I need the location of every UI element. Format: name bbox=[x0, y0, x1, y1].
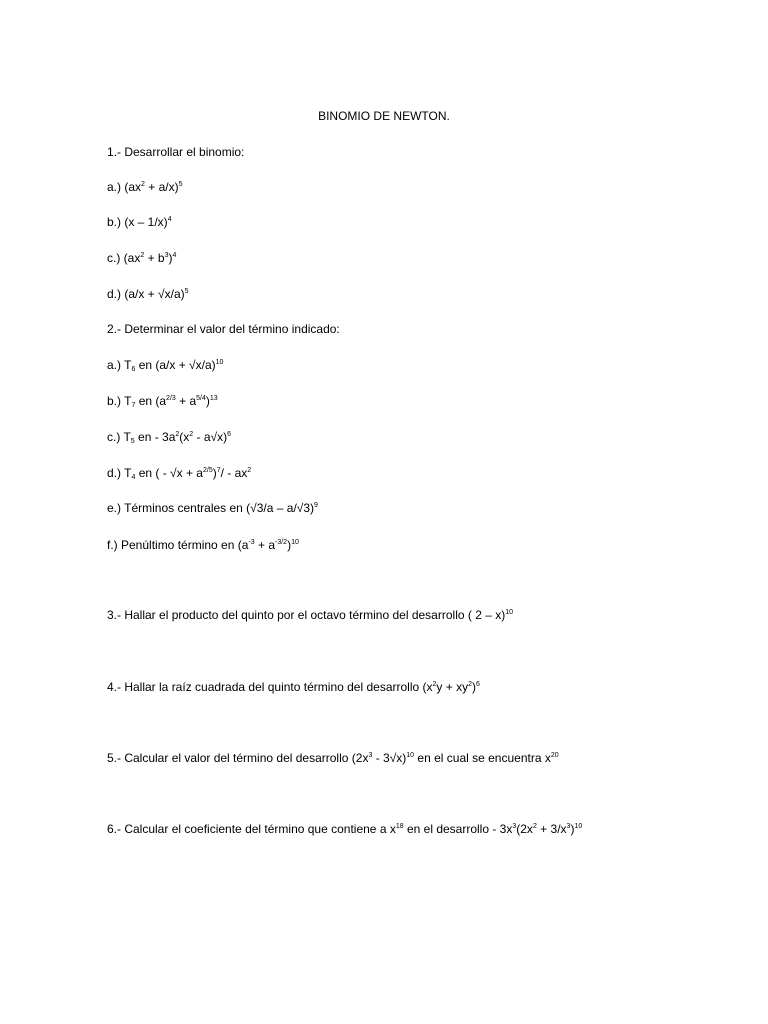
text-run: ) bbox=[205, 394, 210, 408]
text-run: b.) (x – 1/x) bbox=[107, 215, 168, 229]
superscript: 2 bbox=[468, 681, 472, 688]
text-run: en el desarrollo - 3x bbox=[403, 822, 513, 836]
superscript: 2/3 bbox=[166, 395, 176, 402]
text-run: d.) T bbox=[107, 466, 132, 480]
exercise-line-q1 bbox=[107, 144, 244, 160]
superscript: 2/5 bbox=[202, 467, 213, 474]
superscript: 6 bbox=[476, 681, 480, 688]
superscript: 3 bbox=[512, 823, 517, 830]
superscript: 18 bbox=[395, 823, 404, 830]
superscript: 13 bbox=[209, 395, 218, 402]
text-run: e.) Términos centrales en (√3/a – a/√3) bbox=[107, 501, 315, 515]
text-run: 2.- Determinar el valor del término indicado: bbox=[107, 322, 340, 336]
text-run: 5.- Calcular el valor del término del desarrollo (2x bbox=[107, 751, 369, 765]
exercise-line-q2a bbox=[107, 357, 223, 373]
text-run: + 3/x bbox=[536, 822, 567, 836]
text-run: b.) T bbox=[107, 394, 132, 408]
exercise-line-q2f bbox=[107, 537, 299, 553]
superscript: 7 bbox=[216, 467, 221, 474]
exercise-line-q1b bbox=[107, 214, 172, 230]
text-run: ) bbox=[287, 538, 292, 552]
text-run: y + xy bbox=[436, 680, 469, 694]
subscript: 7 bbox=[131, 402, 136, 409]
text-run: + a bbox=[254, 538, 275, 552]
text-run: + a/x) bbox=[144, 180, 179, 194]
exercise-line-q1d bbox=[107, 286, 189, 302]
superscript: 2 bbox=[141, 181, 145, 188]
superscript: 2 bbox=[140, 252, 145, 259]
text-run: (x bbox=[179, 430, 190, 444]
exercise-line-q1a bbox=[107, 179, 183, 195]
superscript: 2 bbox=[532, 823, 537, 830]
text-run: 4.- Hallar la raíz cuadrada del quinto término del desarrollo (x bbox=[107, 680, 433, 694]
text-run: en - 3a bbox=[134, 430, 176, 444]
superscript: 4 bbox=[172, 252, 177, 259]
exercise-line-q2 bbox=[107, 321, 340, 337]
exercise-line-q2e bbox=[107, 500, 318, 516]
text-run: en ( - √x + a bbox=[135, 466, 203, 480]
superscript: 3 bbox=[164, 252, 169, 259]
exercise-line-q6 bbox=[107, 821, 582, 837]
text-run: en (a/x + √x/a) bbox=[135, 358, 216, 372]
exercise-line-q5 bbox=[107, 750, 559, 766]
subscript: 6 bbox=[131, 366, 136, 373]
superscript: 5 bbox=[184, 288, 189, 295]
subscript: 4 bbox=[131, 474, 136, 481]
exercise-line-q2b bbox=[107, 393, 218, 409]
superscript: 10 bbox=[406, 752, 415, 759]
text-run: f.) Penúltimo término en (a bbox=[107, 538, 249, 552]
superscript: 10 bbox=[215, 359, 224, 366]
superscript: 5/4 bbox=[196, 395, 206, 402]
text-run: + b bbox=[144, 251, 165, 265]
superscript: 6 bbox=[227, 431, 232, 438]
text-run: c.) (ax bbox=[107, 251, 141, 265]
text-run: ) bbox=[570, 822, 575, 836]
superscript: 5 bbox=[178, 181, 183, 188]
text-run: 6.- Calcular el coeficiente del término que contiene a x bbox=[107, 822, 396, 836]
text-run: ) bbox=[472, 680, 476, 694]
exercise-line-q2c bbox=[107, 429, 231, 445]
text-run: - a√x) bbox=[193, 430, 228, 444]
superscript: 20 bbox=[550, 752, 559, 759]
superscript: 9 bbox=[314, 502, 318, 509]
text-run: c.) T bbox=[107, 430, 131, 444]
superscript: -3/2 bbox=[275, 539, 288, 546]
superscript: 10 bbox=[574, 823, 583, 830]
superscript: 2 bbox=[432, 681, 437, 688]
text-run: ) bbox=[212, 466, 217, 480]
exercise-line-q4 bbox=[107, 679, 480, 695]
text-run: en el cual se encuentra x bbox=[414, 751, 551, 765]
text-run: a.) (ax bbox=[107, 180, 142, 194]
exercise-line-q2d bbox=[107, 465, 251, 481]
superscript: 2 bbox=[247, 467, 252, 474]
superscript: 3 bbox=[566, 823, 571, 830]
text-run: en (a bbox=[135, 394, 167, 408]
page-title: BINOMIO DE NEWTON. bbox=[318, 109, 450, 123]
text-run: d.) (a/x + √x/a) bbox=[107, 287, 185, 301]
superscript: 2 bbox=[189, 431, 194, 438]
text-run: (2x bbox=[516, 822, 533, 836]
superscript: 3 bbox=[368, 752, 373, 759]
exercise-line-q1c bbox=[107, 250, 176, 266]
superscript: 10 bbox=[291, 539, 299, 546]
superscript: -3 bbox=[248, 539, 255, 546]
text-run: a.) T bbox=[107, 358, 132, 372]
text-run: + a bbox=[175, 394, 197, 408]
superscript: 4 bbox=[167, 216, 172, 223]
text-run: / - ax bbox=[220, 466, 248, 480]
exercise-line-q3 bbox=[107, 607, 513, 623]
subscript: 5 bbox=[130, 438, 135, 445]
text-run: 1.- Desarrollar el binomio: bbox=[107, 145, 245, 159]
text-run: 3.- Hallar el producto del quinto por el octavo término del desarrollo ( 2 – x) bbox=[107, 608, 506, 622]
superscript: 2 bbox=[175, 431, 180, 438]
text-run: - 3√x) bbox=[372, 751, 407, 765]
superscript: 10 bbox=[505, 609, 513, 616]
text-run: ) bbox=[168, 251, 173, 265]
